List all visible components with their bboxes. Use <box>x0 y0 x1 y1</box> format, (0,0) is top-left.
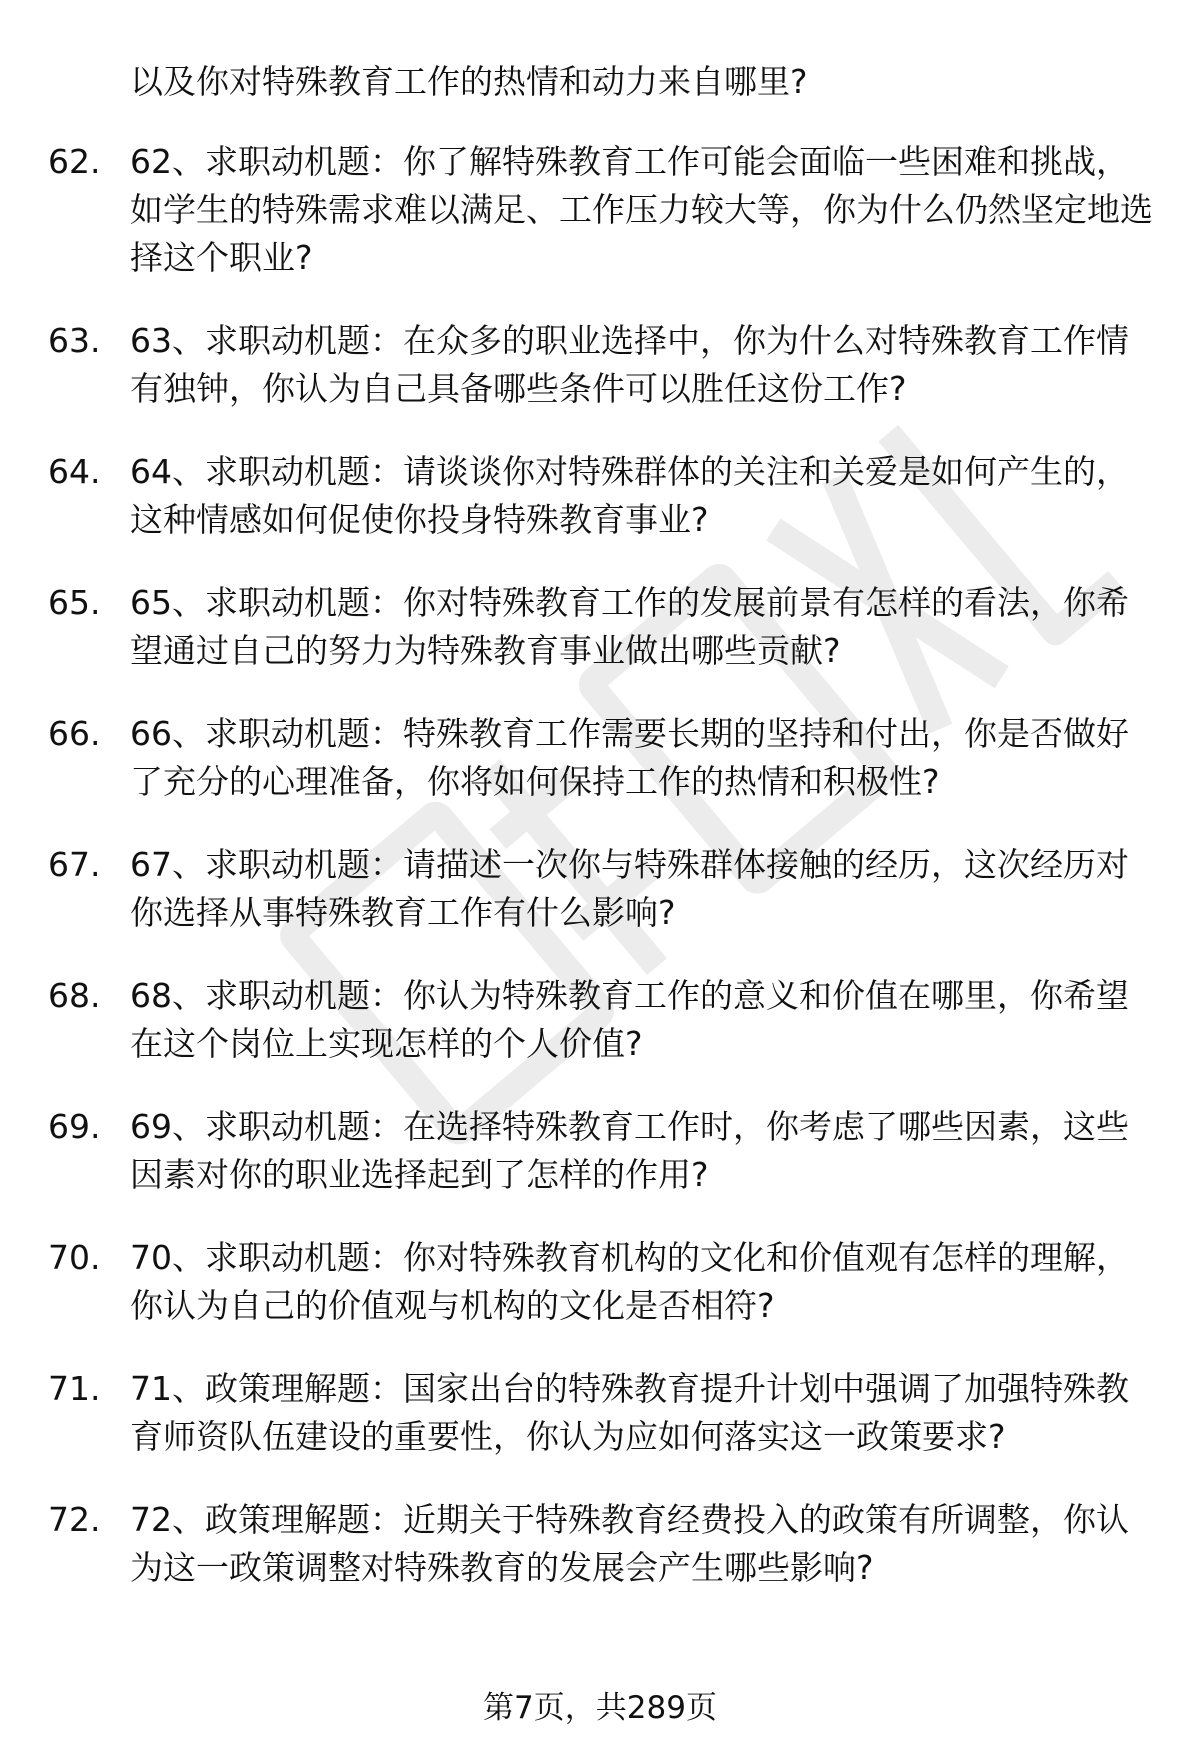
question-text: 66、求职动机题：特殊教育工作需要长期的坚持和付出，你是否做好了充分的心理准备，你将如何保持工作的热情和积极性? <box>130 714 1129 801</box>
question-number: 62. <box>48 142 101 181</box>
question-number: 69. <box>48 1107 101 1146</box>
continuation-text: 以及你对特殊教育工作的热情和动力来自哪里? <box>130 62 808 101</box>
question-text: 68、求职动机题：你认为特殊教育工作的意义和价值在哪里，你希望在这个岗位上实现怎样的个人价值? <box>130 976 1129 1063</box>
question-item <box>0 841 1200 937</box>
question-text: 65、求职动机题：你对特殊教育工作的发展前景有怎样的看法，你希望通过自己的努力为特殊教育事业做出哪些贡献? <box>130 583 1129 670</box>
question-number: 71. <box>48 1369 101 1408</box>
question-text: 63、求职动机题：在众多的职业选择中，你为什么对特殊教育工作情有独钟，你认为自己具备哪些条件可以胜任这份工作? <box>130 321 1129 408</box>
question-text: 69、求职动机题：在选择特殊教育工作时，你考虑了哪些因素，这些因素对你的职业选择起到了怎样的作用? <box>130 1107 1129 1194</box>
question-item <box>0 579 1200 675</box>
question-text: 67、求职动机题：请描述一次你与特殊群体接触的经历，这次经历对你选择从事特殊教育工作有什么影响? <box>130 845 1129 932</box>
question-number: 63. <box>48 321 101 360</box>
question-text: 71、政策理解题：国家出台的特殊教育提升计划中强调了加强特殊教育师资队伍建设的重要性，你认为应如何落实这一政策要求? <box>130 1369 1129 1456</box>
question-number: 68. <box>48 976 101 1015</box>
question-text: 72、政策理解题：近期关于特殊教育经费投入的政策有所调整，你认为这一政策调整对特殊教育的发展会产生哪些影响? <box>130 1500 1129 1587</box>
question-number: 67. <box>48 845 101 884</box>
question-item <box>0 1496 1200 1592</box>
question-number: 64. <box>48 452 101 491</box>
question-number: 72. <box>48 1500 101 1539</box>
question-text: 62、求职动机题：你了解特殊教育工作可能会面临一些困难和挑战，如学生的特殊需求难以满足、工作压力较大等，你为什么仍然坚定地选择这个职业? <box>130 142 1153 277</box>
page-footer: 第7页，共289页 <box>483 1690 717 1726</box>
question-item <box>0 1103 1200 1199</box>
question-item <box>0 710 1200 806</box>
question-item <box>0 317 1200 413</box>
question-item <box>0 1234 1200 1330</box>
question-text: 70、求职动机题：你对特殊教育机构的文化和价值观有怎样的理解，你认为自己的价值观与机构的文化是否相符? <box>130 1238 1129 1325</box>
question-item <box>0 138 1200 282</box>
question-text: 64、求职动机题：请谈谈你对特殊群体的关注和关爱是如何产生的，这种情感如何促使你投身特殊教育事业? <box>130 452 1129 539</box>
question-number: 65. <box>48 583 101 622</box>
question-item <box>0 972 1200 1068</box>
question-list <box>0 138 1200 1627</box>
question-item <box>0 1365 1200 1461</box>
question-item <box>0 448 1200 544</box>
question-number: 66. <box>48 714 101 753</box>
question-number: 70. <box>48 1238 101 1277</box>
